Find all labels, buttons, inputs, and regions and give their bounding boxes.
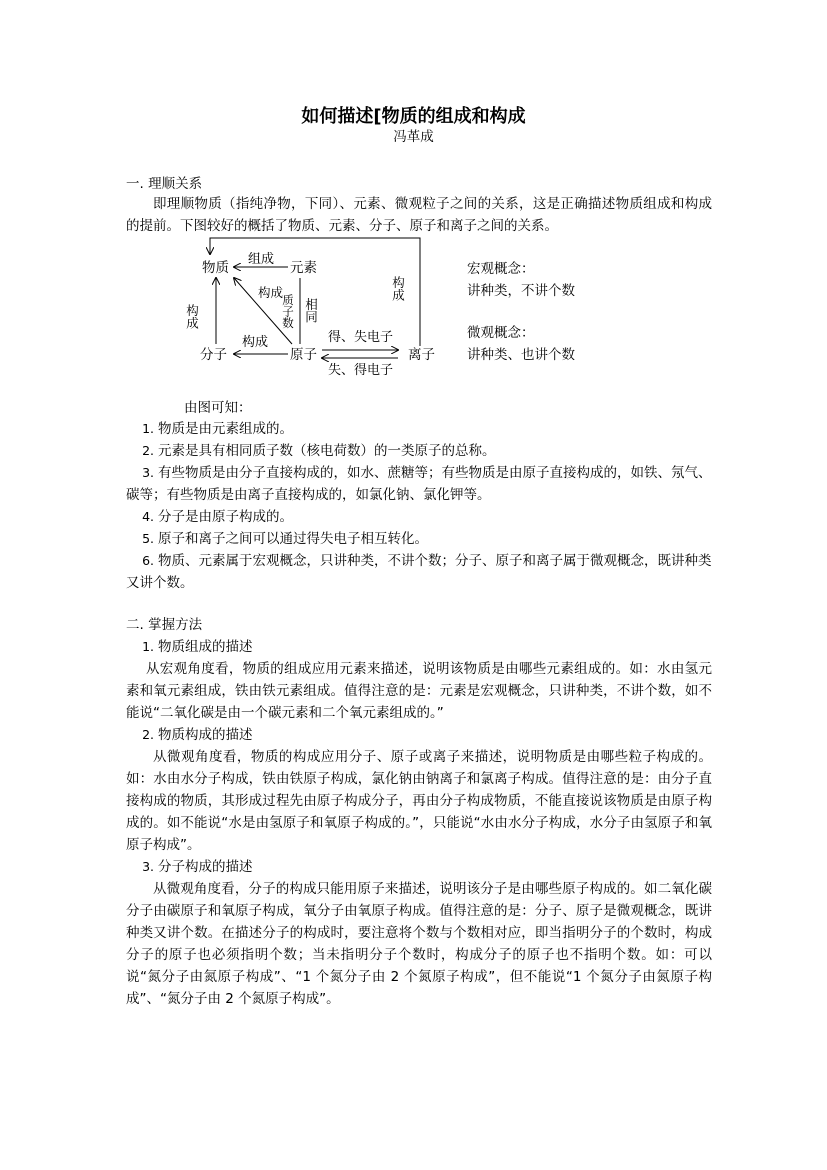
conclusion-lead: 由图可知：: [184, 400, 252, 416]
label-proton-number: 质子数: [281, 294, 295, 329]
sub2-text: 从微观角度看，物质的构成应用分子、原子或离子来描述，说明物质是由哪些粒子构成的。如：水由水分子构成，铁由铁原子构成，氯化钠由钠离子和氯离子构成。值得注意的是：由分子直接构成的物质，其形成过程先由原子构成分子，再由分子构成物质，不能直接说该物质是由原子构成的。如不能说“水是由氢原子和氧原子构成的。”，只能说“水由水分子构成，水分子由氢原子和氧原子构成”。: [126, 749, 712, 853]
sub3-title: 3. 分子构成的描述: [142, 859, 253, 875]
list-item: 2. 元素是具有相同质子数（核电荷数）的一类原子的总称。: [142, 443, 496, 459]
relationship-diagram: [180, 232, 460, 382]
section1-intro: 即理顺物质（指纯净物，下同）、元素、微观粒子之间的关系，这是正确描述物质组成和构成的提前。下图较好的概括了物质、元素、分子、原子和离子之间的关系。: [126, 196, 712, 234]
sub3-text: 从微观角度看，分子的构成只能用原子来描述，说明该分子是由哪些原子构成的。如二氧化碳分子由碳原子和氧原子构成，氧分子由氧原子构成。值得注意的是：分子、原子是微观概念，既讲种类又讲个数。在描述分子的构成时，要注意将个数与个数相对应，即当指明分子的个数时，构成分子的原子也必须指明个数；当未指明分子个数时，构成分子的原子也不指明个数。如：可以说“氮分子由氮原子构成”、“1 个氮分子由 2 个氮原子构成”，但不能说“1 个氮分子由氮原子构成”、“氮分子由 2 个氮原子构成”。: [126, 881, 712, 1007]
list-item: 4. 分子是由原子构成的。: [142, 509, 293, 525]
node-ion: 离子: [408, 347, 435, 363]
sub1-text: 从宏观角度看，物质的组成应用元素来描述，说明该物质是由哪些元素组成的。如：水由氢元素和氧元素组成，铁由铁元素组成。值得注意的是：元素是宏观概念，只讲种类，不讲个数，如不能说“二氧化碳是由一个碳元素和二个氧元素组成的。”: [126, 661, 712, 721]
node-molecule: 分子: [200, 347, 227, 363]
label-same: 相同: [303, 298, 319, 323]
node-matter: 物质: [202, 260, 229, 276]
node-element: 元素: [290, 260, 317, 276]
node-atom: 原子: [290, 347, 317, 363]
sub1-title: 1. 物质组成的描述: [142, 639, 253, 655]
page-title: 如何描述[物质的组成和构成: [301, 106, 526, 127]
label-construct-right: 构成: [390, 276, 406, 301]
legend-micro-title: 微观概念：: [467, 325, 535, 341]
list-item: 1. 物质是由元素组成的。: [142, 421, 293, 437]
section1-heading: 一. 理顺关系: [126, 176, 203, 192]
sub2-title: 2. 物质构成的描述: [142, 727, 253, 743]
label-construct-diag: 构成: [258, 285, 284, 300]
author: 冯革成: [393, 129, 434, 145]
label-lose-gain: 失、得电子: [328, 363, 394, 378]
list-item: 3. 有些物质是由分子直接构成的，如水、蔗糖等；有些物质是由原子直接构成的，如铁、氖气、碳等；有些物质是由离子直接构成的，如氯化钠、氯化钾等。: [126, 465, 712, 503]
label-construct-left: 构成: [184, 304, 200, 329]
label-construct-bottom: 构成: [242, 335, 269, 350]
section2-heading: 二. 掌握方法: [126, 617, 203, 633]
list-item: 6. 物质、元素属于宏观概念，只讲种类，不讲个数；分子、原子和离子属于微观概念，既讲种类又讲个数。: [126, 553, 712, 591]
legend-macro-title: 宏观概念：: [467, 261, 535, 277]
legend-macro-desc: 讲种类，不讲个数: [467, 283, 575, 299]
legend-micro-desc: 讲种类、也讲个数: [467, 347, 575, 363]
label-compose: 组成: [248, 252, 275, 267]
list-item: 5. 原子和离子之间可以通过得失电子相互转化。: [142, 531, 428, 547]
label-gain-lose: 得、失电子: [328, 330, 394, 345]
